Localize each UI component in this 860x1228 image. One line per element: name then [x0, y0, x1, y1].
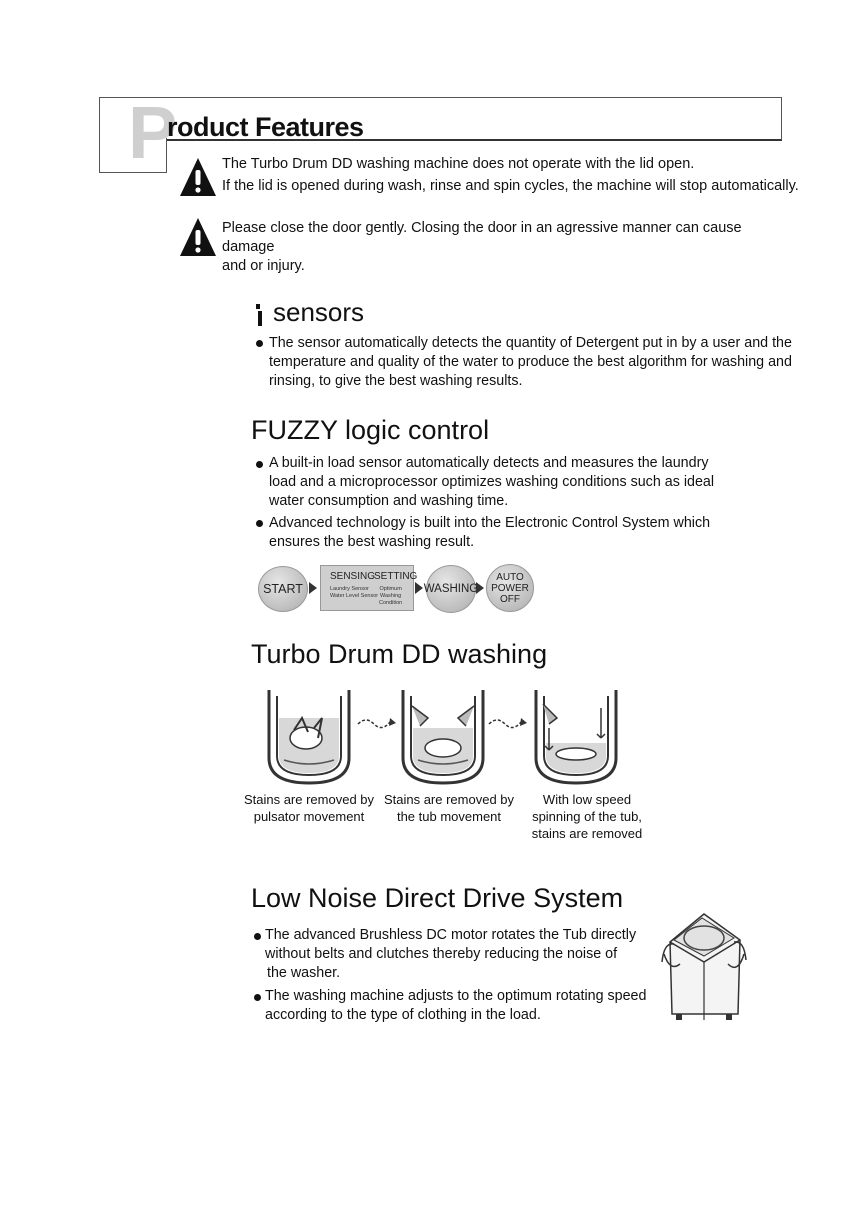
- flow-start-label: START: [263, 582, 303, 596]
- caption-2-line-1: Stains are removed by: [383, 792, 515, 807]
- arrow-right-icon: [309, 582, 317, 594]
- warning-2-line-2: and or injury.: [222, 258, 305, 274]
- flow-setting-label: SETTING: [374, 571, 418, 582]
- turbo-title: Turbo Drum DD washing: [251, 639, 548, 669]
- sensors-text: [269, 334, 792, 391]
- sensors-line-3: rinsing, to give the best washing results.: [269, 373, 523, 389]
- flow-washing-label: WASHING: [423, 583, 479, 595]
- washer-drum-icon: [531, 688, 621, 786]
- caption-2: [378, 791, 520, 825]
- flow-off-label: OFF: [500, 593, 520, 605]
- caption-1-line-1: Stains are removed by: [243, 792, 375, 807]
- lownoise-line-2: without belts and clutches thereby reducing the noise of: [265, 946, 618, 962]
- bullet-icon: [256, 520, 263, 527]
- transition-arrow-icon: [487, 714, 527, 730]
- bullet-icon: [256, 340, 263, 347]
- lownoise-title: Low Noise Direct Drive System: [251, 883, 624, 913]
- washing-machine-icon: [660, 902, 748, 1026]
- bullet-icon: [256, 461, 263, 468]
- washer-drum-icon: [398, 688, 488, 786]
- sensors-line-2: temperature and quality of the water to produce the best algorithm for washing and: [269, 354, 792, 370]
- flow-auto-power-off-circle: [486, 564, 534, 612]
- warning-1: [222, 155, 799, 196]
- fuzzy-line-5: ensures the best washing result.: [269, 534, 475, 550]
- flow-sensing-sub-2: Water Level Sensor: [330, 593, 379, 599]
- washer-drum-icon: [264, 688, 354, 786]
- flow-setting-sub-1: Optimum: [379, 586, 402, 592]
- flow-auto-label: AUTO: [496, 571, 524, 583]
- flow-sensing-label: SENSING: [330, 571, 376, 582]
- arrow-right-icon: [415, 582, 423, 594]
- warning-2-line-1: Please close the door gently. Closing the door in an agressive manner can cause damage: [222, 220, 742, 255]
- flow-setting-sub-3: Condition: [379, 600, 403, 606]
- warning-2: [222, 219, 792, 276]
- warning-triangle-icon: [178, 216, 218, 258]
- warning-1-line-2: If the lid is opened during wash, rinse and spin cycles, the machine will stop automatically.: [222, 178, 799, 194]
- caption-3-line-1: With low speed: [542, 792, 632, 807]
- fuzzy-line-2: load and a microprocessor optimizes washing conditions such as ideal: [269, 474, 715, 490]
- caption-1-line-2: pulsator movement: [253, 809, 365, 824]
- header-initial-letter: P: [128, 91, 176, 174]
- lownoise-line-1: The advanced Brushless DC motor rotates the Tub directly: [265, 927, 637, 943]
- flow-power-label: POWER: [491, 582, 529, 594]
- transition-arrow-icon: [356, 714, 396, 730]
- lownoise-text-2: [265, 987, 646, 1025]
- lownoise-line-5: according to the type of clothing in the load.: [265, 1007, 541, 1023]
- caption-2-line-2: the tub movement: [396, 809, 502, 824]
- flow-sensing-sub-1: Laundry Sensor: [330, 586, 369, 592]
- sensors-title: sensors: [273, 297, 365, 327]
- flow-sensing-setting-box: [320, 565, 418, 611]
- fuzzy-line-4: Advanced technology is built into the Electronic Control System which: [269, 515, 711, 531]
- flow-setting-sub: [379, 586, 402, 607]
- fuzzy-line-1: A built-in load sensor automatically detects and measures the laundry: [269, 455, 709, 471]
- caption-3: [516, 791, 658, 842]
- caption-3-line-3: stains are removed: [531, 826, 643, 841]
- arrow-right-icon: [476, 582, 484, 594]
- fuzzy-text-2: [269, 514, 710, 552]
- lownoise-line-3: the washer.: [267, 965, 341, 981]
- sensors-line-1: The sensor automatically detects the quantity of Detergent put in by a user and the: [269, 335, 792, 351]
- fuzzy-title: FUZZY logic control: [251, 415, 490, 445]
- flow-sensing-sub: [330, 586, 378, 600]
- caption-1: [238, 791, 380, 825]
- caption-3-line-2: spinning of the tub,: [532, 809, 642, 824]
- sensor-glyph-icon: [254, 304, 266, 326]
- fuzzy-line-3: water consumption and washing time.: [269, 493, 509, 509]
- flow-start-circle: [258, 566, 308, 612]
- lownoise-line-4: The washing machine adjusts to the optimum rotating speed: [265, 988, 647, 1004]
- bullet-icon: [254, 933, 261, 940]
- flow-setting-sub-2: Washing: [380, 593, 402, 599]
- page-title: roduct Features: [167, 112, 364, 142]
- warning-1-line-1: The Turbo Drum DD washing machine does not operate with the lid open.: [222, 156, 695, 172]
- warning-triangle-icon: [178, 156, 218, 198]
- bullet-icon: [254, 994, 261, 1001]
- fuzzy-text-1: [269, 454, 714, 511]
- lownoise-text-1: [265, 926, 636, 983]
- flow-washing-circle: [423, 565, 479, 613]
